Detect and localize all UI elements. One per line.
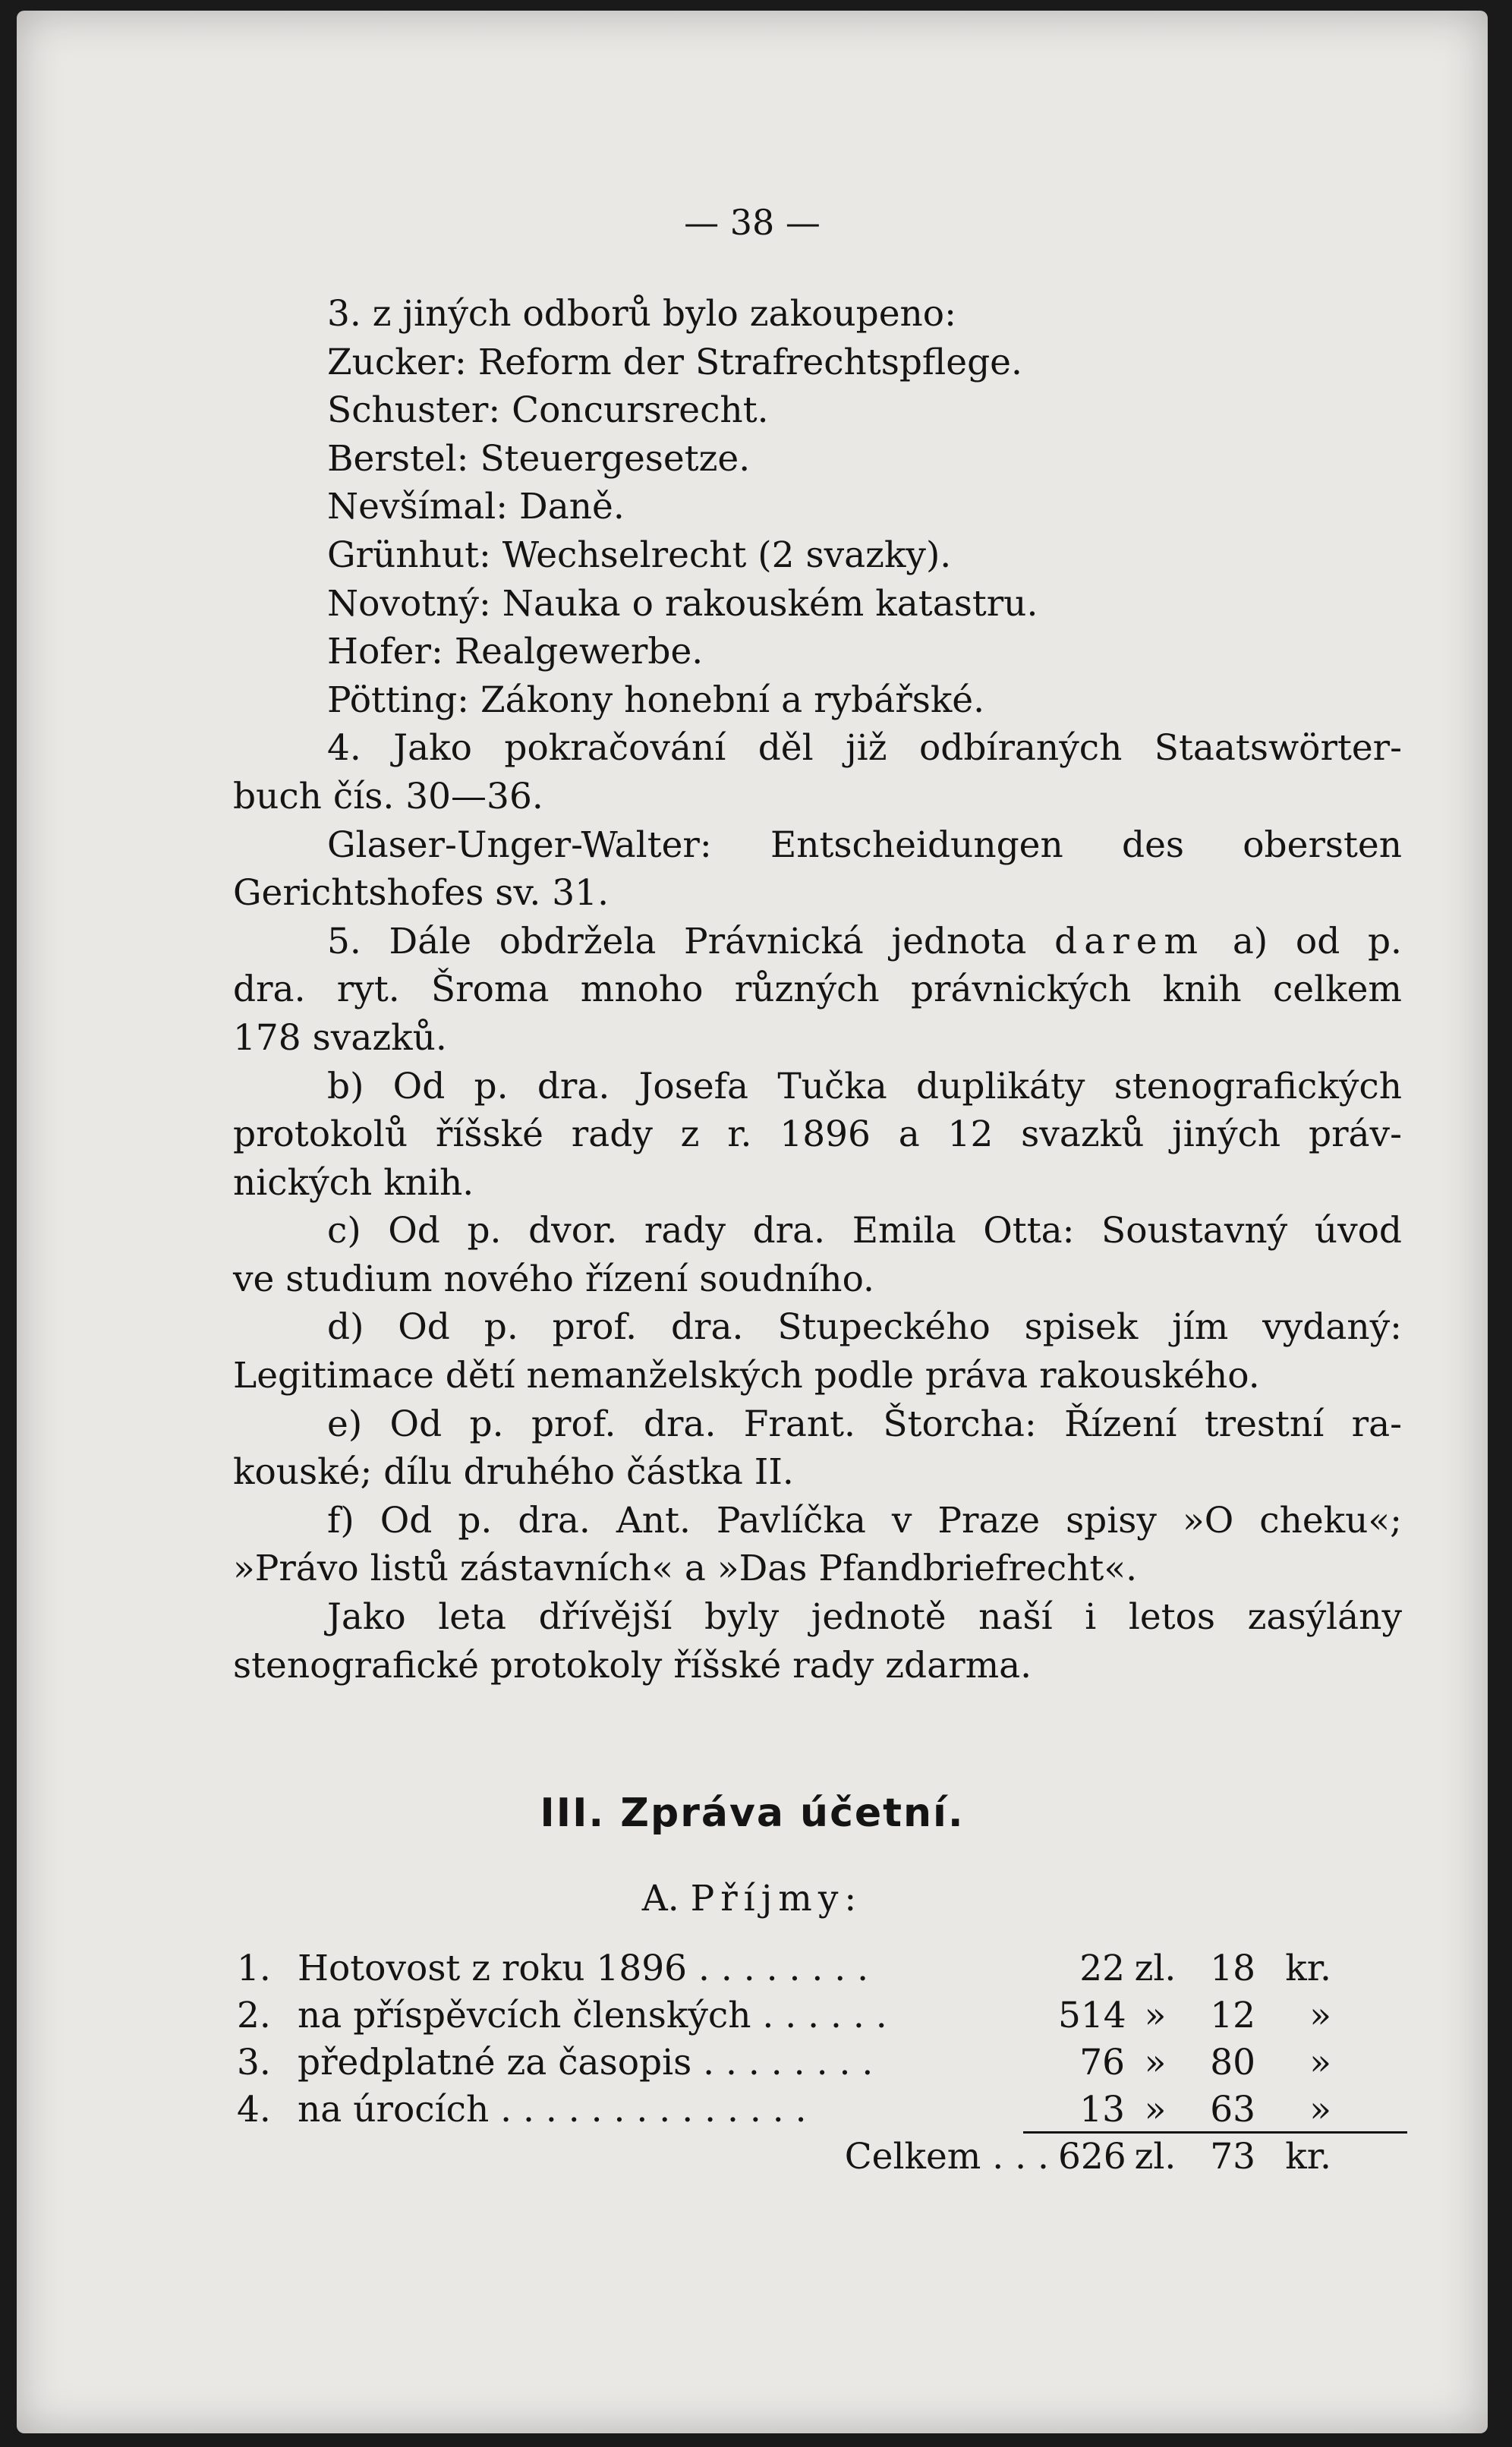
row-label: Hotovost z roku 1896 . . . . . . . . <box>298 1948 869 1989</box>
page-number: — 38 — <box>684 202 821 243</box>
text-line: Gerichtshofes sv. 31. <box>233 872 610 915</box>
text-line: Zucker: Reform der Strafrechtspflege. <box>327 341 1022 383</box>
donation-line-end: a) od p. <box>1232 920 1402 962</box>
income-row <box>237 1948 1407 1995</box>
row-unit: » <box>1144 1995 1167 2036</box>
row-number: 4. <box>237 2089 271 2130</box>
row-label: na příspěvcích členských . . . . . . <box>298 1995 887 2036</box>
row-fraction: 80 <box>1210 2042 1255 2083</box>
row-number: 3. <box>237 2042 271 2083</box>
subheading-word: Příjmy: <box>690 1878 863 1919</box>
row-label: na úrocích . . . . . . . . . . . . . . <box>298 2089 807 2130</box>
text-line: Hofer: Realgewerbe. <box>327 631 704 673</box>
text-line: Schuster: Concursrecht. <box>327 389 769 432</box>
row-amount: 514 <box>1058 1995 1126 2036</box>
text-line: Nevšímal: Daně. <box>327 486 625 528</box>
book-page <box>17 11 1488 2433</box>
text-line: dra. ryt. Šroma mnoho různých právnických knih celkem <box>233 968 1402 1011</box>
text-line: 178 svazků. <box>233 1016 447 1059</box>
text-line: protokolů říšské rady z r. 1896 a 12 svazků jiných práv- <box>233 1113 1402 1156</box>
row-fraction: 63 <box>1210 2089 1255 2130</box>
text-line: Jako leta dřívější byly jednotě naší i letos zasýlány <box>327 1596 1402 1639</box>
row-amount: 13 <box>1079 2089 1125 2130</box>
text-line: Grünhut: Wechselrecht (2 svazky). <box>327 534 952 576</box>
row-number: 2. <box>237 1995 271 2036</box>
income-subheading <box>17 1878 1488 1919</box>
row-fraction: 18 <box>1210 1948 1255 1989</box>
total-label: Celkem . . . <box>844 2136 1049 2178</box>
row-unit: » <box>1144 2042 1167 2083</box>
row-unit: » <box>1144 2089 1167 2130</box>
donation-emphasis: darem <box>1054 920 1205 962</box>
text-line: »Právo listů zástavních« a »Das Pfandbriefrecht«. <box>233 1548 1138 1590</box>
text-line: d) Od p. prof. dra. Stupeckého spisek jím vydaný: <box>327 1306 1402 1349</box>
total-unit2: kr. <box>1285 2136 1331 2178</box>
row-fraction: 12 <box>1210 1995 1255 2036</box>
income-row <box>237 1995 1407 2042</box>
income-row <box>237 2042 1407 2089</box>
section-heading: III. Zpráva účetní. <box>540 1790 965 1836</box>
text-line: Novotný: Nauka o rakouském katastru. <box>327 582 1038 625</box>
text-line: 4. Jako pokračování děl již odbíraných Staatswörter- <box>327 727 1402 770</box>
text-line: Legitimace dětí nemanželských podle práva rakouského. <box>233 1355 1260 1397</box>
row-unit: zl. <box>1134 1948 1177 1989</box>
total-amount: 626 <box>1058 2136 1126 2178</box>
row-unit2: » <box>1309 2089 1331 2130</box>
row-unit2: » <box>1309 2042 1331 2083</box>
row-amount: 76 <box>1079 2042 1125 2083</box>
row-unit2: kr. <box>1285 1948 1331 1989</box>
body-text <box>233 290 1402 1690</box>
text-line: Berstel: Steuergesetze. <box>327 437 751 480</box>
text-line: stenografické protokoly říšské rady zdarma. <box>233 1644 1032 1686</box>
row-number: 1. <box>237 1948 271 1989</box>
total-rule <box>1023 2131 1407 2134</box>
text-line: 3. z jiných odborů bylo zakoupeno: <box>327 293 956 335</box>
donation-line <box>233 918 1402 966</box>
text-line: buch čís. 30—36. <box>233 775 543 817</box>
text-line: Glaser-Unger-Walter: Entscheidungen des obersten <box>327 824 1402 866</box>
total-row <box>237 2136 1407 2183</box>
text-line: kouské; dílu druhého částka II. <box>233 1451 794 1494</box>
donation-line-start: 5. Dále obdržela Právnická jednota <box>327 920 1027 962</box>
text-line: nických knih. <box>233 1161 474 1204</box>
text-line: Pötting: Zákony honební a rybářské. <box>327 679 985 721</box>
subheading-prefix: A. <box>641 1878 679 1919</box>
row-unit2: » <box>1309 1995 1331 2036</box>
text-line: ve studium nového řízení soudního. <box>233 1258 874 1300</box>
text-line: e) Od p. prof. dra. Frant. Štorcha: Řízení trestní ra- <box>327 1403 1402 1445</box>
text-line: f) Od p. dra. Ant. Pavlíčka v Praze spisy »O cheku«; <box>327 1499 1402 1542</box>
total-unit: zl. <box>1134 2136 1177 2178</box>
text-line: c) Od p. dvor. rady dra. Emila Otta: Soustavný úvod <box>327 1210 1402 1252</box>
income-row <box>237 2089 1407 2136</box>
text-line: b) Od p. dra. Josefa Tučka duplikáty stenografických <box>327 1065 1402 1107</box>
total-fraction: 73 <box>1210 2136 1255 2178</box>
row-amount: 22 <box>1079 1948 1125 1989</box>
income-table <box>237 1948 1407 2183</box>
row-label: předplatné za časopis . . . . . . . . <box>298 2042 874 2083</box>
